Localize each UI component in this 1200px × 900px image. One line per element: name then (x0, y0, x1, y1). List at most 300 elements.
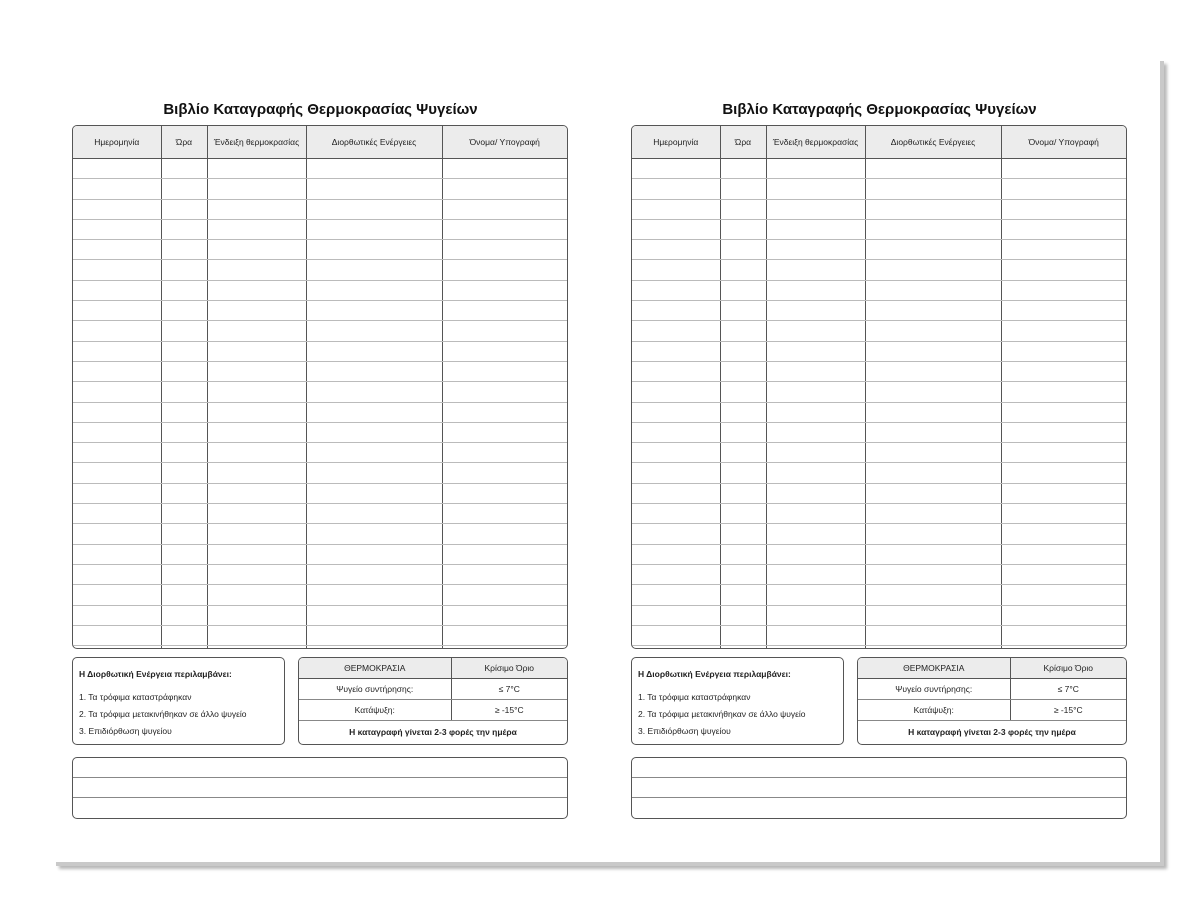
log-cell[interactable] (73, 402, 161, 422)
log-cell[interactable] (207, 463, 306, 483)
log-cell[interactable] (865, 463, 1001, 483)
log-cell[interactable] (207, 159, 306, 179)
log-cell[interactable] (73, 260, 161, 280)
log-cell[interactable] (306, 463, 442, 483)
log-cell[interactable] (161, 605, 207, 625)
log-cell[interactable] (720, 199, 766, 219)
log-cell[interactable] (632, 422, 720, 442)
log-cell[interactable] (442, 361, 567, 381)
log-cell[interactable] (865, 564, 1001, 584)
log-cell[interactable] (766, 646, 865, 649)
log-cell[interactable] (1001, 564, 1126, 584)
log-cell[interactable] (207, 219, 306, 239)
log-cell[interactable] (632, 524, 720, 544)
log-cell[interactable] (1001, 402, 1126, 422)
temperature-log-table (631, 125, 1127, 649)
log-cell[interactable] (865, 524, 1001, 544)
log-cell[interactable] (306, 625, 442, 645)
log-cell[interactable] (632, 159, 720, 179)
log-cell[interactable] (766, 463, 865, 483)
corrective-action-item: 2. Τα τρόφιμα μετακινήθηκαν σε άλλο ψυγείο (79, 709, 247, 719)
log-cell[interactable] (161, 280, 207, 300)
log-cell[interactable] (865, 544, 1001, 564)
log-row (73, 321, 567, 341)
log-cell[interactable] (161, 240, 207, 260)
log-cell[interactable] (442, 219, 567, 239)
log-cell[interactable] (207, 646, 306, 649)
log-cell[interactable] (306, 402, 442, 422)
log-cell[interactable] (161, 260, 207, 280)
log-cell[interactable] (161, 483, 207, 503)
log-cell[interactable] (865, 301, 1001, 321)
log-cell[interactable] (161, 585, 207, 605)
log-cell[interactable] (720, 504, 766, 524)
log-cell[interactable] (442, 382, 567, 402)
log-cell[interactable] (766, 504, 865, 524)
limits-row (299, 700, 567, 721)
log-cell[interactable] (161, 179, 207, 199)
log-cell[interactable] (161, 361, 207, 381)
log-cell[interactable] (207, 625, 306, 645)
log-cell[interactable] (161, 504, 207, 524)
log-cell[interactable] (1001, 240, 1126, 260)
corrective-action-item: 2. Τα τρόφιμα μετακινήθηκαν σε άλλο ψυγείο (638, 709, 806, 719)
log-row (632, 625, 1126, 645)
log-cell[interactable] (1001, 443, 1126, 463)
log-cell[interactable] (865, 483, 1001, 503)
log-cell[interactable] (207, 199, 306, 219)
log-cell[interactable] (73, 301, 161, 321)
limits-column-header: ΘΕΡΜΟΚΡΑΣΙΑ (858, 658, 1010, 679)
log-cell[interactable] (720, 585, 766, 605)
log-cell[interactable] (1001, 361, 1126, 381)
notes-lines-box[interactable] (72, 757, 568, 819)
log-cell[interactable] (73, 422, 161, 442)
log-row (632, 443, 1126, 463)
log-cell[interactable] (207, 341, 306, 361)
log-cell[interactable] (73, 504, 161, 524)
log-cell[interactable] (442, 240, 567, 260)
log-cell[interactable] (766, 483, 865, 503)
log-cell[interactable] (632, 544, 720, 564)
limits-column-header: Κρίσιμο Όριο (451, 658, 567, 679)
limits-column-header: Κρίσιμο Όριο (1010, 658, 1126, 679)
log-row (73, 625, 567, 645)
log-cell[interactable] (720, 240, 766, 260)
log-cell[interactable] (720, 159, 766, 179)
log-cell[interactable] (73, 544, 161, 564)
log-cell[interactable] (766, 321, 865, 341)
log-cell[interactable] (306, 422, 442, 442)
log-cell[interactable] (766, 422, 865, 442)
log-cell[interactable] (766, 585, 865, 605)
log-cell[interactable] (1001, 260, 1126, 280)
log-cell[interactable] (207, 382, 306, 402)
log-cell[interactable] (720, 646, 766, 649)
log-cell[interactable] (632, 402, 720, 422)
log-cell[interactable] (442, 341, 567, 361)
log-cell[interactable] (1001, 544, 1126, 564)
log-header-row (632, 126, 1126, 159)
log-cell[interactable] (73, 646, 161, 649)
log-cell[interactable] (1001, 280, 1126, 300)
page-title: Βιβλίο Καταγραφής Θερμοκρασίας Ψυγείων (163, 101, 478, 118)
log-column-header: Όνομα/ Υπογραφή (442, 126, 567, 159)
log-cell[interactable] (632, 179, 720, 199)
log-cell[interactable] (766, 199, 865, 219)
log-row (632, 564, 1126, 584)
log-cell[interactable] (766, 402, 865, 422)
log-cell[interactable] (865, 199, 1001, 219)
log-cell[interactable] (1001, 646, 1126, 649)
log-cell[interactable] (207, 402, 306, 422)
log-cell[interactable] (1001, 382, 1126, 402)
log-cell[interactable] (865, 625, 1001, 645)
corrective-action-title: Η Διορθωτική Ενέργεια περιλαμβάνει: (638, 669, 791, 679)
log-cell[interactable] (720, 280, 766, 300)
log-cell[interactable] (1001, 605, 1126, 625)
log-cell[interactable] (720, 321, 766, 341)
log-cell[interactable] (306, 280, 442, 300)
log-cell[interactable] (161, 321, 207, 341)
log-cell[interactable] (442, 524, 567, 544)
log-cell[interactable] (865, 646, 1001, 649)
log-row (632, 159, 1126, 179)
log-row (73, 341, 567, 361)
log-cell[interactable] (306, 361, 442, 381)
log-cell[interactable] (161, 463, 207, 483)
log-cell[interactable] (306, 321, 442, 341)
log-cell[interactable] (442, 564, 567, 584)
log-cell[interactable] (632, 564, 720, 584)
log-cell[interactable] (207, 422, 306, 442)
log-header-row (73, 126, 567, 159)
log-cell[interactable] (766, 301, 865, 321)
log-cell[interactable] (73, 564, 161, 584)
log-cell[interactable] (720, 402, 766, 422)
log-cell[interactable] (306, 646, 442, 649)
log-cell[interactable] (207, 443, 306, 463)
log-cell[interactable] (720, 443, 766, 463)
log-cell[interactable] (632, 240, 720, 260)
log-cell[interactable] (720, 544, 766, 564)
log-row (632, 240, 1126, 260)
log-cell[interactable] (720, 179, 766, 199)
log-cell[interactable] (73, 341, 161, 361)
log-column-header: Διορθωτικές Ενέργειες (306, 126, 442, 159)
log-cell[interactable] (1001, 483, 1126, 503)
log-row (73, 463, 567, 483)
corrective-action-item: 1. Τα τρόφιμα καταστράφηκαν (79, 692, 192, 702)
log-cell[interactable] (306, 443, 442, 463)
log-cell[interactable] (73, 240, 161, 260)
log-cell[interactable] (207, 564, 306, 584)
log-cell[interactable] (73, 361, 161, 381)
log-cell[interactable] (442, 199, 567, 219)
log-cell[interactable] (1001, 341, 1126, 361)
log-cell[interactable] (632, 625, 720, 645)
log-cell[interactable] (207, 504, 306, 524)
log-row (73, 524, 567, 544)
log-cell[interactable] (442, 605, 567, 625)
limits-cell: ≤ 7°C (1010, 679, 1126, 700)
log-cell[interactable] (306, 219, 442, 239)
log-cell[interactable] (720, 301, 766, 321)
log-cell[interactable] (632, 199, 720, 219)
log-cell[interactable] (1001, 504, 1126, 524)
log-cell[interactable] (766, 443, 865, 463)
log-cell[interactable] (865, 382, 1001, 402)
log-cell[interactable] (766, 382, 865, 402)
log-row (632, 301, 1126, 321)
log-cell[interactable] (766, 564, 865, 584)
log-cell[interactable] (207, 260, 306, 280)
log-cell[interactable] (73, 280, 161, 300)
log-cell[interactable] (632, 463, 720, 483)
log-cell[interactable] (161, 443, 207, 463)
log-cell[interactable] (161, 422, 207, 442)
log-cell[interactable] (632, 646, 720, 649)
log-cell[interactable] (442, 402, 567, 422)
log-cell[interactable] (442, 504, 567, 524)
log-cell[interactable] (306, 341, 442, 361)
log-cell[interactable] (306, 159, 442, 179)
log-cell[interactable] (161, 402, 207, 422)
log-cell[interactable] (73, 625, 161, 645)
corrective-action-note (72, 657, 285, 745)
log-cell[interactable] (306, 605, 442, 625)
log-cell[interactable] (73, 199, 161, 219)
log-cell[interactable] (161, 544, 207, 564)
log-cell[interactable] (766, 524, 865, 544)
log-cell[interactable] (766, 219, 865, 239)
log-cell[interactable] (306, 585, 442, 605)
log-cell[interactable] (865, 402, 1001, 422)
log-cell[interactable] (207, 301, 306, 321)
log-cell[interactable] (207, 544, 306, 564)
log-cell[interactable] (161, 646, 207, 649)
log-cell[interactable] (766, 625, 865, 645)
log-cell[interactable] (720, 260, 766, 280)
log-cell[interactable] (632, 321, 720, 341)
log-cell[interactable] (1001, 219, 1126, 239)
log-cell[interactable] (442, 443, 567, 463)
log-column-header: Διορθωτικές Ενέργειες (865, 126, 1001, 159)
log-row (73, 443, 567, 463)
log-cell[interactable] (306, 199, 442, 219)
log-cell[interactable] (207, 361, 306, 381)
log-cell[interactable] (632, 361, 720, 381)
log-cell[interactable] (306, 544, 442, 564)
log-cell[interactable] (865, 605, 1001, 625)
log-cell[interactable] (720, 605, 766, 625)
log-cell[interactable] (306, 260, 442, 280)
log-cell[interactable] (1001, 585, 1126, 605)
log-cell[interactable] (720, 422, 766, 442)
log-cell[interactable] (1001, 179, 1126, 199)
log-cell[interactable] (1001, 159, 1126, 179)
log-cell[interactable] (306, 382, 442, 402)
log-cell[interactable] (865, 585, 1001, 605)
log-cell[interactable] (442, 179, 567, 199)
log-cell[interactable] (1001, 199, 1126, 219)
log-cell[interactable] (632, 301, 720, 321)
log-cell[interactable] (632, 585, 720, 605)
log-cell[interactable] (1001, 524, 1126, 544)
log-row (73, 301, 567, 321)
log-cell[interactable] (442, 483, 567, 503)
log-row (632, 524, 1126, 544)
log-cell[interactable] (442, 463, 567, 483)
limits-row (858, 679, 1126, 700)
log-cell[interactable] (306, 179, 442, 199)
notes-lines-box[interactable] (631, 757, 1127, 819)
log-cell[interactable] (766, 179, 865, 199)
log-cell[interactable] (306, 524, 442, 544)
log-row (632, 382, 1126, 402)
log-column-header: Ένδειξη θερμοκρασίας (207, 126, 306, 159)
log-cell[interactable] (720, 483, 766, 503)
log-cell[interactable] (766, 361, 865, 381)
log-cell[interactable] (720, 341, 766, 361)
log-cell[interactable] (73, 483, 161, 503)
log-cell[interactable] (865, 159, 1001, 179)
log-cell[interactable] (1001, 625, 1126, 645)
log-cell[interactable] (73, 382, 161, 402)
log-cell[interactable] (161, 341, 207, 361)
log-cell[interactable] (207, 605, 306, 625)
log-cell[interactable] (865, 321, 1001, 341)
log-cell[interactable] (442, 321, 567, 341)
log-cell[interactable] (442, 625, 567, 645)
log-cell[interactable] (161, 564, 207, 584)
log-cell[interactable] (73, 443, 161, 463)
log-row (73, 483, 567, 503)
log-cell[interactable] (73, 463, 161, 483)
log-cell[interactable] (306, 483, 442, 503)
log-cell[interactable] (766, 240, 865, 260)
log-cell[interactable] (766, 605, 865, 625)
corrective-action-title: Η Διορθωτική Ενέργεια περιλαμβάνει: (79, 669, 232, 679)
log-row (632, 483, 1126, 503)
log-cell[interactable] (720, 564, 766, 584)
log-cell[interactable] (865, 240, 1001, 260)
log-cell[interactable] (1001, 422, 1126, 442)
log-cell[interactable] (73, 524, 161, 544)
log-cell[interactable] (766, 544, 865, 564)
log-row (73, 585, 567, 605)
log-cell[interactable] (720, 219, 766, 239)
log-cell[interactable] (632, 260, 720, 280)
log-cell[interactable] (632, 280, 720, 300)
log-cell[interactable] (766, 341, 865, 361)
log-cell[interactable] (865, 219, 1001, 239)
log-cell[interactable] (442, 646, 567, 649)
recording-frequency-note: Η καταγραφή γίνεται 2-3 φορές την ημέρα (349, 727, 517, 737)
log-cell[interactable] (632, 219, 720, 239)
log-cell[interactable] (207, 585, 306, 605)
log-cell[interactable] (720, 524, 766, 544)
log-cell[interactable] (207, 321, 306, 341)
log-cell[interactable] (306, 504, 442, 524)
log-cell[interactable] (1001, 463, 1126, 483)
log-cell[interactable] (865, 260, 1001, 280)
log-cell[interactable] (207, 524, 306, 544)
limits-cell: Κατάψυξη: (858, 700, 1010, 721)
log-cell[interactable] (632, 341, 720, 361)
log-row (632, 605, 1126, 625)
log-cell[interactable] (442, 280, 567, 300)
log-cell[interactable] (720, 463, 766, 483)
log-cell[interactable] (865, 443, 1001, 463)
log-cell[interactable] (442, 260, 567, 280)
log-cell[interactable] (1001, 301, 1126, 321)
log-cell[interactable] (442, 159, 567, 179)
log-row (632, 179, 1126, 199)
log-cell[interactable] (207, 280, 306, 300)
log-cell[interactable] (632, 504, 720, 524)
log-cell[interactable] (442, 585, 567, 605)
log-cell[interactable] (865, 422, 1001, 442)
log-cell[interactable] (73, 179, 161, 199)
log-cell[interactable] (442, 422, 567, 442)
log-row (73, 199, 567, 219)
log-cell[interactable] (766, 280, 865, 300)
log-cell[interactable] (1001, 321, 1126, 341)
log-cell[interactable] (207, 240, 306, 260)
log-cell[interactable] (207, 179, 306, 199)
log-row (632, 219, 1126, 239)
log-cell[interactable] (865, 179, 1001, 199)
log-cell[interactable] (766, 159, 865, 179)
log-cell[interactable] (865, 504, 1001, 524)
log-cell[interactable] (161, 159, 207, 179)
log-cell[interactable] (161, 625, 207, 645)
log-cell[interactable] (720, 382, 766, 402)
log-cell[interactable] (306, 301, 442, 321)
corrective-action-note (631, 657, 844, 745)
log-cell[interactable] (161, 382, 207, 402)
log-cell[interactable] (73, 585, 161, 605)
log-cell[interactable] (306, 564, 442, 584)
log-cell[interactable] (865, 341, 1001, 361)
log-cell[interactable] (161, 524, 207, 544)
log-cell[interactable] (161, 219, 207, 239)
log-cell[interactable] (73, 159, 161, 179)
temperature-limits-table (857, 657, 1127, 745)
log-cell[interactable] (73, 605, 161, 625)
log-cell[interactable] (720, 625, 766, 645)
log-row (73, 361, 567, 381)
log-cell[interactable] (766, 260, 865, 280)
corrective-action-item: 3. Επιδιόρθωση ψυγείου (79, 726, 172, 736)
log-cell[interactable] (207, 483, 306, 503)
log-cell[interactable] (161, 199, 207, 219)
log-cell[interactable] (442, 301, 567, 321)
log-cell[interactable] (632, 443, 720, 463)
log-cell[interactable] (865, 280, 1001, 300)
log-cell[interactable] (161, 301, 207, 321)
log-cell[interactable] (632, 605, 720, 625)
log-cell[interactable] (632, 382, 720, 402)
log-cell[interactable] (306, 240, 442, 260)
log-cell[interactable] (73, 321, 161, 341)
log-cell[interactable] (73, 219, 161, 239)
log-cell[interactable] (865, 361, 1001, 381)
log-cell[interactable] (720, 361, 766, 381)
log-cell[interactable] (632, 483, 720, 503)
log-cell[interactable] (442, 544, 567, 564)
